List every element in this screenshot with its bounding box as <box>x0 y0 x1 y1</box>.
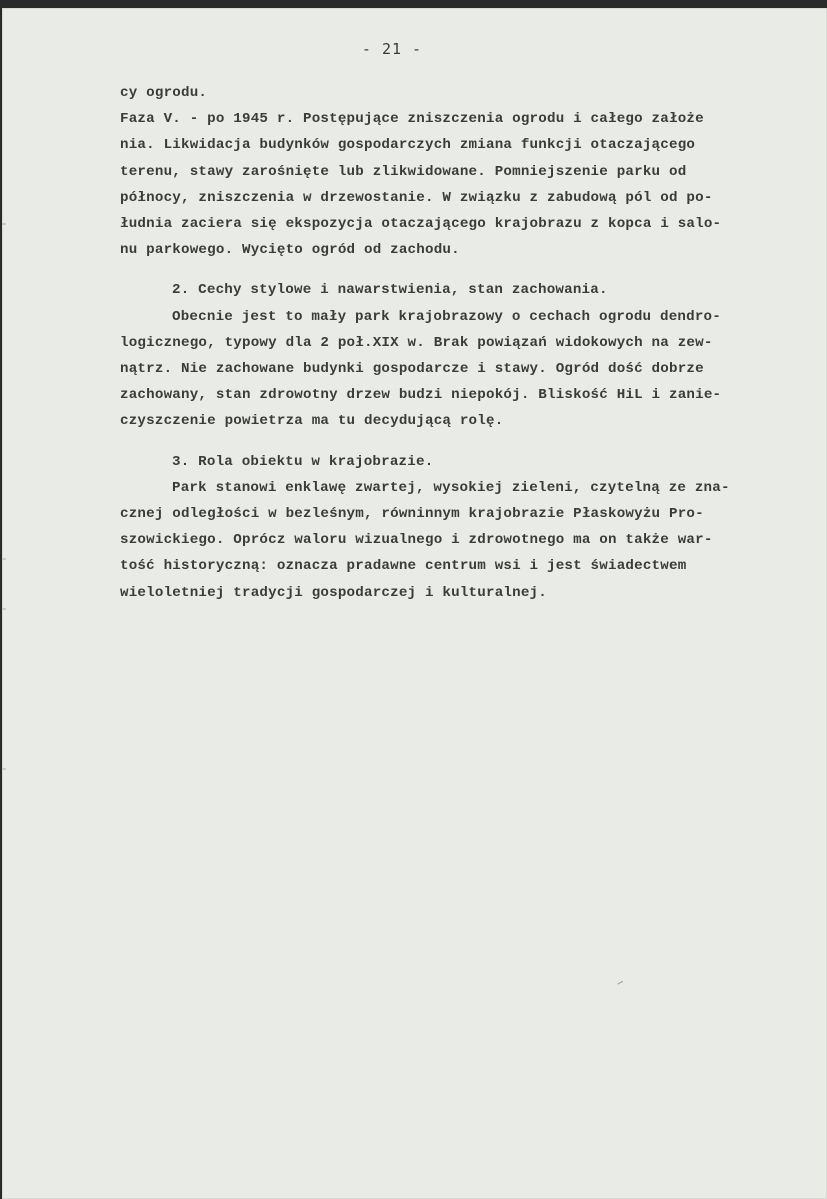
document-page <box>2 8 827 1199</box>
text-line: Faza V. - po 1945 r. Postępujące zniszczenia ogrodu i całego założe <box>120 111 704 128</box>
document-body <box>120 80 820 606</box>
section-heading-2: 2. Cechy stylowe i nawarstwienia, stan zachowania. <box>172 282 608 299</box>
text-line: wieloletniej tradycji gospodarczej i kulturalnej. <box>120 584 547 601</box>
text-line: łudnia zaciera się ekspozycja otaczającego krajobrazu z kopca i salo- <box>120 216 722 233</box>
text-line: czyszczenie powietrza ma tu decydującą rolę. <box>120 413 504 430</box>
text-line: nia. Likwidacja budynków gospodarczych zmiana funkcji otaczającego <box>120 137 696 154</box>
text-line: logicznego, typowy dla 2 poł.XIX w. Brak powiązań widokowych na zew- <box>120 334 713 351</box>
text-line: zachowany, stan zdrowotny drzew budzi niepokój. Bliskość HiL i zanie- <box>120 387 722 404</box>
text-line: Obecnie jest to mały park krajobrazowy o cechach ogrodu dendro- <box>172 308 721 325</box>
text-line: cy ogrodu. <box>120 85 208 101</box>
section-heading-3: 3. Rola obiektu w krajobrazie. <box>172 453 434 470</box>
text-line: cznej odległości w bezleśnym, równinnym krajobrazie Płaskowyżu Pro- <box>120 506 704 523</box>
pencil-mark <box>617 981 624 987</box>
text-line: Park stanowi enklawę zwartej, wysokiej zieleni, czytelną ze zna- <box>172 479 730 496</box>
text-line: terenu, stawy zarośnięte lub zlikwidowane. Pomniejszenie parku od <box>120 163 687 180</box>
text-line: tość historyczną: oznacza pradawne centrum wsi i jest świadectwem <box>120 558 687 575</box>
text-line: nątrz. Nie zachowane budynki gospodarcze i stawy. Ogród dość dobrze <box>120 361 704 378</box>
text-line: nu parkowego. Wycięto ogród od zachodu. <box>120 242 460 259</box>
text-line: północy, zniszczenia w drzewostanie. W związku z zabudową pól od po- <box>120 189 713 206</box>
page-number: - 21 - <box>361 40 423 58</box>
text-line: szowickiego. Oprócz waloru wizualnego i zdrowotnego ma on także war- <box>120 532 713 549</box>
